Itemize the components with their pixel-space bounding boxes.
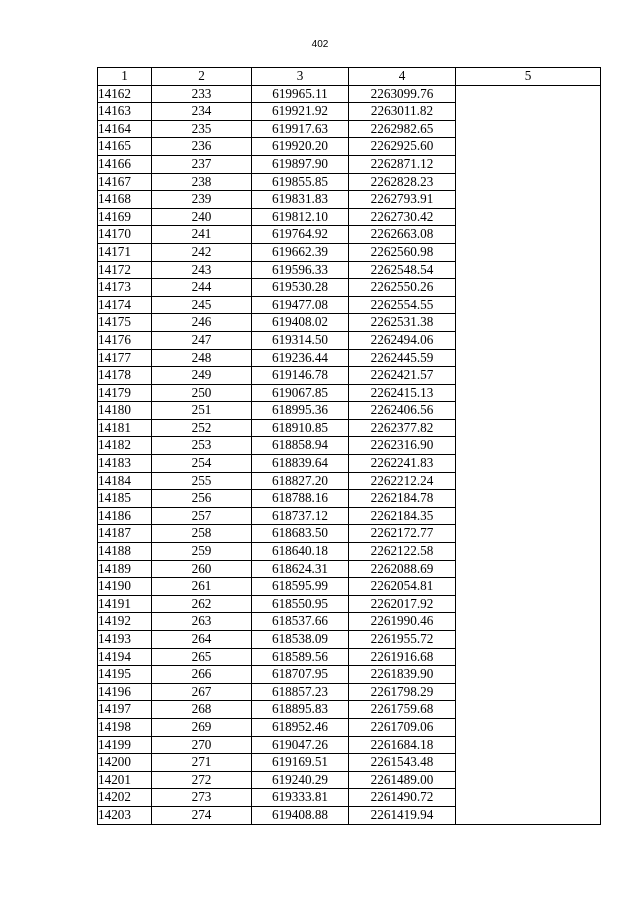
- table-cell-col3: 619917.63: [252, 120, 349, 138]
- table-cell-col3: 619240.29: [252, 771, 349, 789]
- table-cell-col2: 259: [152, 543, 252, 561]
- table-cell-col4: 2262560.98: [349, 243, 456, 261]
- table-cell-col2: 272: [152, 771, 252, 789]
- table-cell-col3: 619920.20: [252, 138, 349, 156]
- table-cell-col4: 2263011.82: [349, 103, 456, 121]
- table-cell-col1: 14192: [98, 613, 152, 631]
- table-cell-col3: 619530.28: [252, 279, 349, 297]
- table-cell-col3: 619477.08: [252, 296, 349, 314]
- table-cell-col2: 274: [152, 806, 252, 824]
- column-header-4: 4: [349, 68, 456, 86]
- table-cell-col2: 246: [152, 314, 252, 332]
- table-cell-col2: 269: [152, 718, 252, 736]
- table-cell-col1: 14167: [98, 173, 152, 191]
- coordinates-table: [97, 67, 601, 825]
- table-cell-col4: 2261543.48: [349, 754, 456, 772]
- table-cell-col1: 14176: [98, 331, 152, 349]
- table-cell-col4: 2261419.94: [349, 806, 456, 824]
- table-cell-col3: 618707.95: [252, 666, 349, 684]
- table-cell-col3: 619831.83: [252, 191, 349, 209]
- table-cell-col1: 14196: [98, 683, 152, 701]
- table-cell-col4: 2262212.24: [349, 472, 456, 490]
- table-cell-col4: 2262122.58: [349, 543, 456, 561]
- table-cell-col2: 250: [152, 384, 252, 402]
- table-cell-col4: 2262421.57: [349, 367, 456, 385]
- table-cell-col4: 2262406.56: [349, 402, 456, 420]
- table-cell-col2: 244: [152, 279, 252, 297]
- table-cell-col2: 240: [152, 208, 252, 226]
- table-cell-col5-empty: [456, 85, 601, 824]
- page-number: 402: [311, 39, 329, 50]
- table-cell-col4: 2262663.08: [349, 226, 456, 244]
- table-cell-col1: 14181: [98, 419, 152, 437]
- table-cell-col3: 618827.20: [252, 472, 349, 490]
- table-cell-col1: 14171: [98, 243, 152, 261]
- table-cell-col1: 14182: [98, 437, 152, 455]
- table-cell-col3: 618640.18: [252, 543, 349, 561]
- table-cell-col4: 2261916.68: [349, 648, 456, 666]
- table-cell-col1: 14178: [98, 367, 152, 385]
- table-cell-col2: 236: [152, 138, 252, 156]
- table-cell-col4: 2261990.46: [349, 613, 456, 631]
- table-cell-col3: 618538.09: [252, 631, 349, 649]
- table-cell-col1: 14173: [98, 279, 152, 297]
- table-cell-col1: 14199: [98, 736, 152, 754]
- table-cell-col2: 247: [152, 331, 252, 349]
- table-cell-col4: 2261759.68: [349, 701, 456, 719]
- table-cell-col3: 619333.81: [252, 789, 349, 807]
- table-cell-col1: 14198: [98, 718, 152, 736]
- table-cell-col3: 619236.44: [252, 349, 349, 367]
- table-cell-col3: 619408.88: [252, 806, 349, 824]
- table-cell-col1: 14165: [98, 138, 152, 156]
- table-cell-col1: 14162: [98, 85, 152, 103]
- table-cell-col1: 14168: [98, 191, 152, 209]
- table-cell-col4: 2262377.82: [349, 419, 456, 437]
- table-cell-col3: 618537.66: [252, 613, 349, 631]
- table-cell-col4: 2262793.91: [349, 191, 456, 209]
- table-cell-col2: 260: [152, 560, 252, 578]
- table-cell-col2: 241: [152, 226, 252, 244]
- table-cell-col1: 14203: [98, 806, 152, 824]
- table-cell-col3: 619812.10: [252, 208, 349, 226]
- table-cell-col1: 14170: [98, 226, 152, 244]
- table-body: [98, 85, 601, 824]
- table-cell-col4: 2262554.55: [349, 296, 456, 314]
- table-cell-col3: 618857.23: [252, 683, 349, 701]
- table-cell-col1: 14172: [98, 261, 152, 279]
- table-row: [98, 85, 601, 103]
- table-cell-col2: 243: [152, 261, 252, 279]
- table-cell-col1: 14177: [98, 349, 152, 367]
- table-cell-col4: 2262550.26: [349, 279, 456, 297]
- table-cell-col2: 235: [152, 120, 252, 138]
- table-cell-col2: 261: [152, 578, 252, 596]
- table-cell-col3: 618550.95: [252, 595, 349, 613]
- table-cell-col3: 618858.94: [252, 437, 349, 455]
- table-cell-col1: 14175: [98, 314, 152, 332]
- table-cell-col3: 618952.46: [252, 718, 349, 736]
- table-cell-col3: 619047.26: [252, 736, 349, 754]
- table-cell-col4: 2262088.69: [349, 560, 456, 578]
- column-header-1: 1: [98, 68, 152, 86]
- table-cell-col4: 2262445.59: [349, 349, 456, 367]
- column-header-3: 3: [252, 68, 349, 86]
- table-cell-col3: 618595.99: [252, 578, 349, 596]
- table-cell-col2: 252: [152, 419, 252, 437]
- table-cell-col4: 2262184.78: [349, 490, 456, 508]
- table-cell-col2: 245: [152, 296, 252, 314]
- table-cell-col4: 2261798.29: [349, 683, 456, 701]
- table-cell-col2: 257: [152, 507, 252, 525]
- table-cell-col4: 2261839.90: [349, 666, 456, 684]
- table-cell-col1: 14166: [98, 155, 152, 173]
- table-cell-col2: 237: [152, 155, 252, 173]
- table-cell-col1: 14189: [98, 560, 152, 578]
- table-cell-col2: 233: [152, 85, 252, 103]
- table-cell-col2: 248: [152, 349, 252, 367]
- table-cell-col2: 239: [152, 191, 252, 209]
- table-cell-col3: 618589.56: [252, 648, 349, 666]
- table-cell-col1: 14194: [98, 648, 152, 666]
- table-cell-col2: 265: [152, 648, 252, 666]
- table-cell-col4: 2263099.76: [349, 85, 456, 103]
- column-header-5: 5: [456, 68, 601, 86]
- table-cell-col2: 267: [152, 683, 252, 701]
- table-cell-col1: 14183: [98, 455, 152, 473]
- table-cell-col2: 262: [152, 595, 252, 613]
- table-cell-col4: 2262017.92: [349, 595, 456, 613]
- table-cell-col1: 14185: [98, 490, 152, 508]
- table-cell-col1: 14163: [98, 103, 152, 121]
- table-cell-col1: 14164: [98, 120, 152, 138]
- table-cell-col1: 14193: [98, 631, 152, 649]
- table-cell-col3: 619764.92: [252, 226, 349, 244]
- table-cell-col2: 258: [152, 525, 252, 543]
- column-header-2: 2: [152, 68, 252, 86]
- table-cell-col2: 273: [152, 789, 252, 807]
- table-cell-col4: 2261709.06: [349, 718, 456, 736]
- table-cell-col2: 255: [152, 472, 252, 490]
- table-cell-col2: 234: [152, 103, 252, 121]
- table-cell-col2: 253: [152, 437, 252, 455]
- table-cell-col3: 618737.12: [252, 507, 349, 525]
- table-cell-col4: 2261955.72: [349, 631, 456, 649]
- table-cell-col2: 266: [152, 666, 252, 684]
- table-cell-col4: 2261490.72: [349, 789, 456, 807]
- table-cell-col3: 618683.50: [252, 525, 349, 543]
- table-cell-col2: 238: [152, 173, 252, 191]
- table-cell-col1: 14186: [98, 507, 152, 525]
- table-cell-col1: 14188: [98, 543, 152, 561]
- table-cell-col2: 254: [152, 455, 252, 473]
- table-cell-col1: 14195: [98, 666, 152, 684]
- table-cell-col3: 618839.64: [252, 455, 349, 473]
- table-cell-col4: 2262415.13: [349, 384, 456, 402]
- table-cell-col3: 618910.85: [252, 419, 349, 437]
- table-cell-col3: 619662.39: [252, 243, 349, 261]
- table-cell-col3: 618995.36: [252, 402, 349, 420]
- table-cell-col4: 2262548.54: [349, 261, 456, 279]
- table-cell-col3: 618895.83: [252, 701, 349, 719]
- table-cell-col1: 14187: [98, 525, 152, 543]
- table-cell-col1: 14190: [98, 578, 152, 596]
- table-cell-col3: 619067.85: [252, 384, 349, 402]
- table-cell-col4: 2262828.23: [349, 173, 456, 191]
- table-cell-col1: 14169: [98, 208, 152, 226]
- table-header-row: [98, 68, 601, 86]
- table-cell-col4: 2262241.83: [349, 455, 456, 473]
- table-cell-col3: 618624.31: [252, 560, 349, 578]
- table-cell-col3: 619855.85: [252, 173, 349, 191]
- table-cell-col4: 2262054.81: [349, 578, 456, 596]
- table-cell-col2: 271: [152, 754, 252, 772]
- table-cell-col2: 270: [152, 736, 252, 754]
- table-cell-col1: 14200: [98, 754, 152, 772]
- table-cell-col2: 264: [152, 631, 252, 649]
- table-cell-col1: 14184: [98, 472, 152, 490]
- table-cell-col1: 14191: [98, 595, 152, 613]
- table-cell-col2: 268: [152, 701, 252, 719]
- table-cell-col4: 2262316.90: [349, 437, 456, 455]
- table-cell-col2: 251: [152, 402, 252, 420]
- table-cell-col1: 14179: [98, 384, 152, 402]
- table-cell-col1: 14202: [98, 789, 152, 807]
- table-cell-col3: 619596.33: [252, 261, 349, 279]
- table-cell-col4: 2261684.18: [349, 736, 456, 754]
- table-cell-col1: 14174: [98, 296, 152, 314]
- table-cell-col3: 619314.50: [252, 331, 349, 349]
- table-cell-col2: 242: [152, 243, 252, 261]
- table-cell-col4: 2262184.35: [349, 507, 456, 525]
- table-cell-col4: 2262531.38: [349, 314, 456, 332]
- table-cell-col4: 2262871.12: [349, 155, 456, 173]
- table-cell-col3: 619921.92: [252, 103, 349, 121]
- table-cell-col4: 2261489.00: [349, 771, 456, 789]
- table-cell-col3: 619965.11: [252, 85, 349, 103]
- table-cell-col1: 14180: [98, 402, 152, 420]
- table-cell-col4: 2262172.77: [349, 525, 456, 543]
- table-cell-col4: 2262925.60: [349, 138, 456, 156]
- table-cell-col3: 619408.02: [252, 314, 349, 332]
- table-cell-col4: 2262494.06: [349, 331, 456, 349]
- table-cell-col4: 2262982.65: [349, 120, 456, 138]
- table-cell-col4: 2262730.42: [349, 208, 456, 226]
- table-cell-col1: 14197: [98, 701, 152, 719]
- table-cell-col3: 619169.51: [252, 754, 349, 772]
- table-cell-col3: 619146.78: [252, 367, 349, 385]
- table-cell-col2: 263: [152, 613, 252, 631]
- table-cell-col1: 14201: [98, 771, 152, 789]
- table-cell-col3: 618788.16: [252, 490, 349, 508]
- table-cell-col2: 249: [152, 367, 252, 385]
- table-cell-col2: 256: [152, 490, 252, 508]
- table-cell-col3: 619897.90: [252, 155, 349, 173]
